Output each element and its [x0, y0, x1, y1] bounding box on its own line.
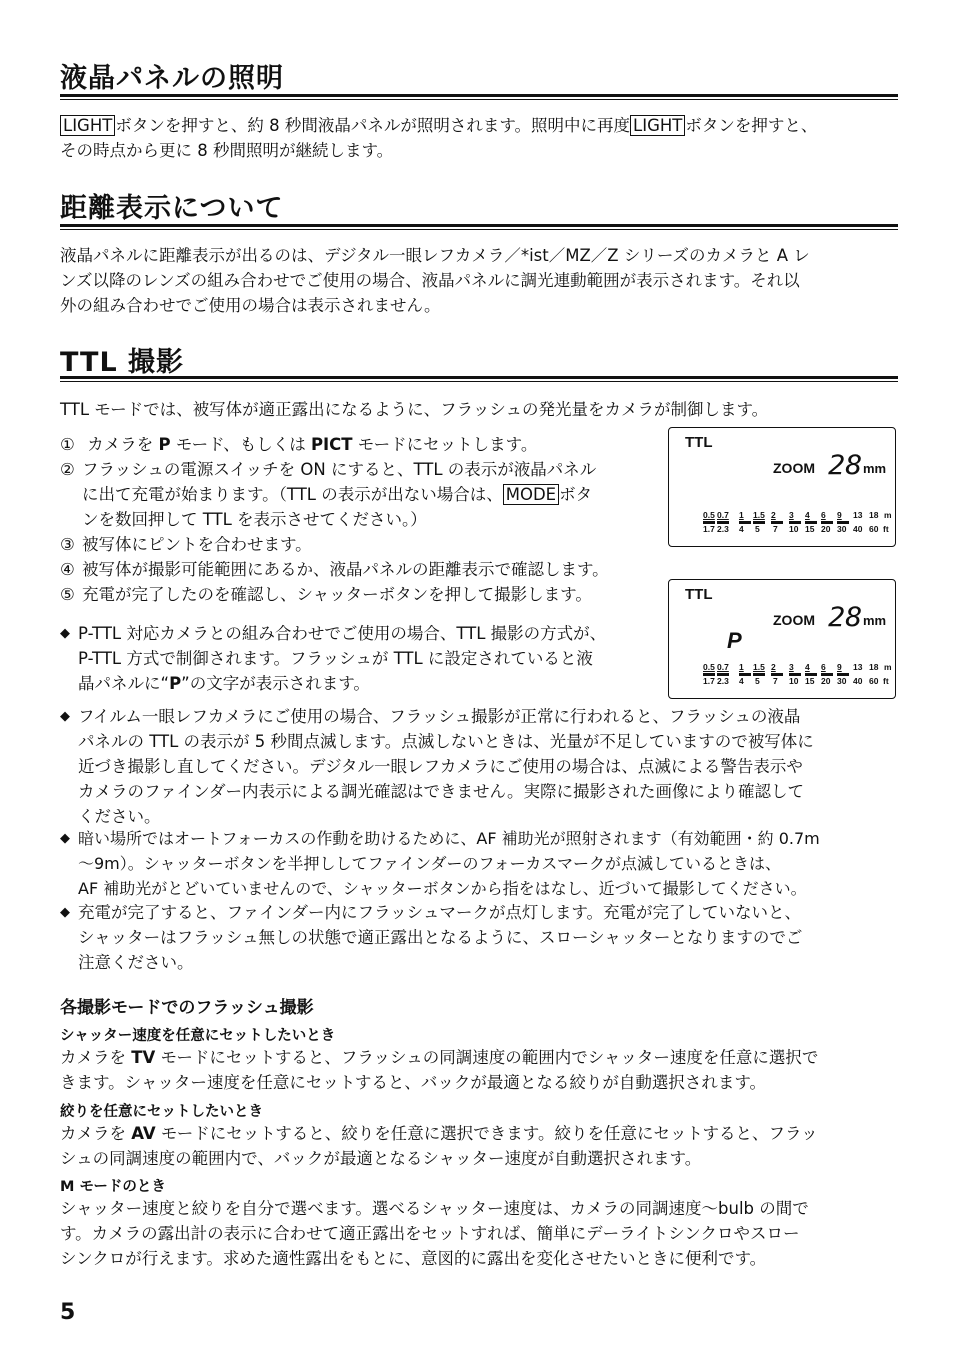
scale-m-label: 2 — [771, 662, 776, 672]
step-1: ① カメラを P モード、もしくは PICT モードにセットします。 — [60, 435, 538, 454]
lcd-zoom-label: ZOOM — [773, 612, 815, 628]
step-2: ② フラッシュの電源スイッチを ON にすると、TTL の表示が液晶パネル — [60, 460, 597, 479]
section-title-ttl: TTL 撮影 — [60, 347, 185, 378]
lcd-zoom-value: 28 — [828, 450, 863, 481]
scale-ft-label: 1.7 — [703, 676, 715, 686]
scale-m-label: 13 — [853, 662, 863, 672]
scale-m-label: 1.5 — [753, 510, 765, 520]
scale-m-label: 13 — [853, 510, 863, 520]
bullet-diamond: ◆ — [60, 626, 70, 641]
scale-m-label: 18 — [869, 662, 879, 672]
lcd-unit: mm — [863, 613, 887, 628]
lcd-unit: mm — [863, 461, 887, 476]
note-2: フイルム一眼レフカメラにご使用の場合、フラッシュ撮影が正常に行われると、フラッシュの液晶 パネルの TTL の表示が 5 秒間点滅します。点滅しないときは、光量が不足していますので被写体に 近づき撮影し直してください。デジタル一眼レフカメラにご使用の場合は、点滅による警告表示や カメラのファインダー内表示による調光確認はできません。実際に撮影された画像により確認して ください。 — [78, 707, 814, 826]
scale-ft-label: 20 — [821, 676, 831, 686]
scale-ft-label: 2.3 — [717, 524, 729, 534]
scale-ft-label: 60 — [869, 524, 879, 534]
scale-m-label: 18 — [869, 510, 879, 520]
lcd-zoom-value: 28 — [828, 602, 863, 633]
scale-m-label: 6 — [821, 510, 826, 520]
scale-m-label: 3 — [789, 510, 794, 520]
scale-m-label: 6 — [821, 662, 826, 672]
scale-m-label: 0.5 — [703, 662, 715, 672]
scale-ft-label: 5 — [755, 676, 760, 686]
scale-m-label: m — [884, 662, 892, 672]
scale-ft-label: 15 — [805, 676, 815, 686]
section-rule — [60, 224, 898, 230]
mode-button-label: MODE — [503, 484, 559, 505]
section-title-distance: 距離表示について — [60, 193, 284, 224]
ttl-intro: TTL モードでは、被写体が適正露出になるように、フラッシュの発光量をカメラが制御します。 — [60, 400, 769, 419]
av-heading: 絞りを任意にセットしたいとき — [60, 1104, 263, 1120]
scale-m-label: 1.5 — [753, 662, 765, 672]
scale-ft-label: 7 — [773, 676, 778, 686]
scale-ft-label: 5 — [755, 524, 760, 534]
scale-ft-label: 10 — [789, 676, 799, 686]
step-5: ⑤ 充電が完了したのを確認し、シャッターボタンを押して撮影します。 — [60, 585, 592, 604]
lcd-mode: TTL — [685, 434, 713, 451]
scale-m-label: 4 — [805, 510, 810, 520]
scale-ft-label: 15 — [805, 524, 815, 534]
m-paragraph: シャッター速度と絞りを自分で選べます。選べるシャッター速度は、カメラの同調速度〜bulb の間で す。カメラの露出計の表示に合わせて適正露出をセットすれば、簡単にデーライトシンクロやスロー シンクロが行えます。求めた適性露出をもとに、意図的に露出を変化させたいときに便利です。 — [60, 1199, 809, 1268]
lcd-zoom-label: ZOOM — [773, 460, 815, 476]
page-number: 5 — [60, 1300, 76, 1325]
light-button-label: LIGHT — [630, 115, 685, 136]
scale-ft-label: 20 — [821, 524, 831, 534]
step-2-cont2: ンを数回押して TTL を表示させてください。） — [82, 510, 427, 529]
scale-ft-label: 4 — [739, 524, 744, 534]
lcd-panel-ttl — [668, 427, 896, 547]
section-rule — [60, 94, 898, 100]
scale-m-label: 2 — [771, 510, 776, 520]
lcd-mode: TTL — [685, 586, 713, 603]
scale-m-label: 0.7 — [717, 510, 729, 520]
scale-ft-label: 60 — [869, 676, 879, 686]
step-3: ③ 被写体にピントを合わせます。 — [60, 535, 312, 554]
lcd-distance-scale — [703, 510, 892, 535]
scale-ft-label: 4 — [739, 676, 744, 686]
scale-ft-label: 2.3 — [717, 676, 729, 686]
step-4: ④ 被写体が撮影可能範囲にあるか、液晶パネルの距離表示で確認します。 — [60, 560, 609, 579]
scale-m-label: 3 — [789, 662, 794, 672]
scale-m-label: m — [884, 510, 892, 520]
scale-ft-label: 30 — [837, 524, 847, 534]
scale-m-label: 9 — [837, 510, 842, 520]
scale-ft-label: ft — [883, 524, 889, 534]
lcd-distance-scale — [703, 662, 892, 687]
note-1: P-TTL 対応カメラとの組み合わせでご使用の場合、TTL 撮影の方式が、 P-TTL 方式で制御されます。フラッシュが TTL に設定されていると液 晶パネルに“P”の文字が表示されます。 — [78, 624, 607, 693]
scale-m-label: 4 — [805, 662, 810, 672]
scale-ft-label: 40 — [853, 524, 863, 534]
tv-heading: シャッター速度を任意にセットしたいとき — [60, 1028, 336, 1044]
scale-ft-label: 30 — [837, 676, 847, 686]
tv-paragraph: カメラを TV モードにセットすると、フラッシュの同調速度の範囲内でシャッター速度を任意に選択で きます。シャッター速度を任意にセットすると、バックが最適となる絞りが自動選択されます。 — [60, 1048, 819, 1092]
lcd-p-indicator: P — [727, 628, 742, 653]
scale-m-label: 1 — [739, 662, 744, 672]
step-2-cont: に出て充電が始まります。（TTL の表示が出ない場合は、 MODE ボタ — [82, 485, 593, 504]
scale-ft-label: 1.7 — [703, 524, 715, 534]
scale-m-label: 9 — [837, 662, 842, 672]
scale-m-label: 1 — [739, 510, 744, 520]
m-heading: M モードのとき — [60, 1179, 166, 1195]
scale-m-label: 0.5 — [703, 510, 715, 520]
scale-ft-label: 7 — [773, 524, 778, 534]
scale-m-label: 0.7 — [717, 662, 729, 672]
section-title-lcd-light: 液晶パネルの照明 — [60, 63, 284, 94]
bullet-diamond: ◆ — [60, 709, 70, 724]
section-rule — [60, 376, 898, 382]
av-paragraph: カメラを AV モードにセットすると、絞りを任意に選択できます。絞りを任意にセットすると、フラッ シュの同調速度の範囲内で、バックが最適となるシャッター速度が自動選択されます。 — [60, 1124, 818, 1168]
note-3: 暗い場所ではオートフォーカスの作動を助けるために、AF 補助光が照射されます（有効範囲・約 0.7m 〜9m）。シャッターボタンを半押ししてファインダーのフォーカスマークが点滅しているときは、 AF 補助光がとどいていませんので、シャッターボタンから指をはなし、近づいて撮影してください。 — [78, 829, 820, 898]
scale-ft-label: 40 — [853, 676, 863, 686]
scale-ft-label: ft — [883, 676, 889, 686]
scale-ft-label: 10 — [789, 524, 799, 534]
note-4: 充電が完了すると、ファインダー内にフラッシュマークが点灯します。充電が完了していないと、 シャッターはフラッシュ無しの状態で適正露出となるように、スローシャッターとなりますのでご 注意ください。 — [78, 903, 803, 972]
paragraph-lcd-light: LIGHT ボタンを押すと、約 8 秒間液晶パネルが照明されます。照明中に再度 LIGHT ボタンを押すと、 その時点から更に 8 秒間照明が継続します。 — [60, 116, 818, 160]
subsection-title-modes: 各撮影モードでのフラッシュ撮影 — [60, 998, 314, 1018]
bullet-diamond: ◆ — [60, 905, 70, 920]
lcd-panel-ttl-p — [668, 579, 896, 699]
bullet-diamond: ◆ — [60, 831, 70, 846]
paragraph-distance: 液晶パネルに距離表示が出るのは、デジタル一眼レフカメラ／*ist／MZ／Z シリーズのカメラと A レ ンズ以降のレンズの組み合わせでご使用の場合、液晶パネルに調光連動範囲が表示されます。それ以 外の組み合わせでご使用の場合は表示されません。 — [60, 246, 810, 315]
light-button-label: LIGHT — [60, 115, 115, 136]
